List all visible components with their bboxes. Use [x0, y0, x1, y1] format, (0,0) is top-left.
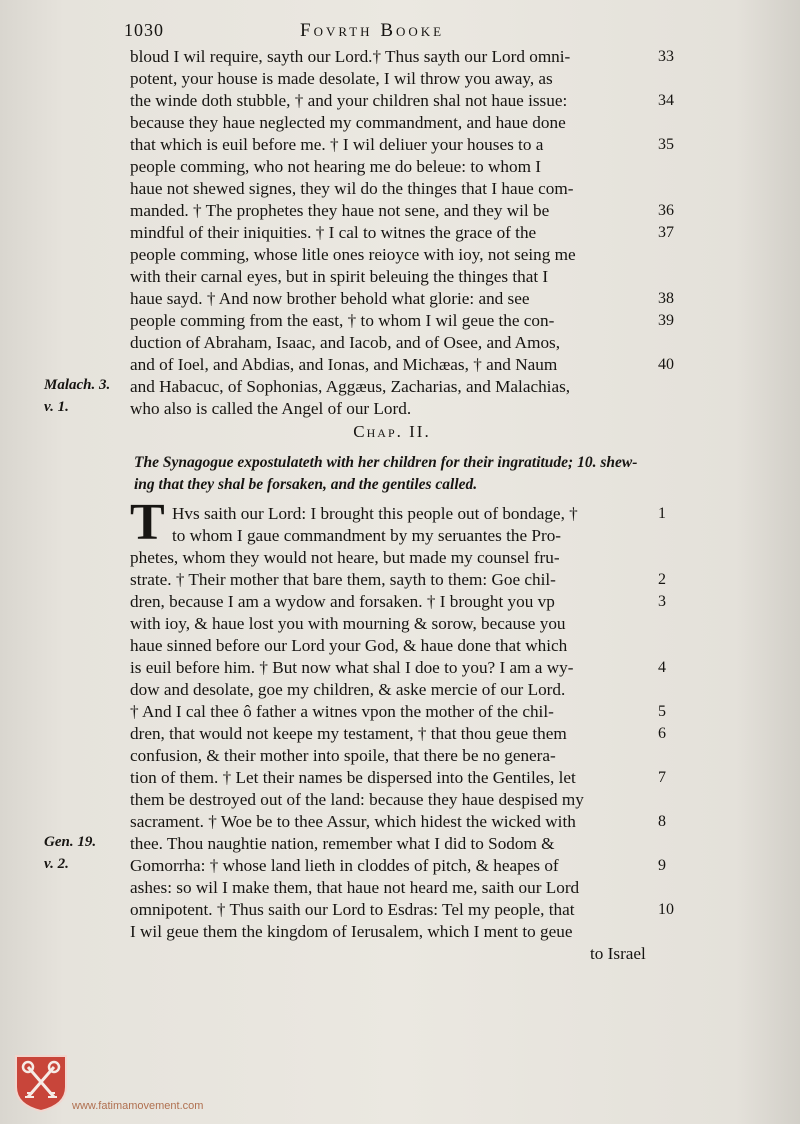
text-line: I wil geue them the kingdom of Ierusalem, which I ment to geue: [130, 922, 573, 941]
margin-reference: v. 2.: [44, 856, 69, 872]
text-line: people comming, who not hearing me do beleue: to whom I: [130, 157, 541, 176]
keys-shield-logo: [13, 1053, 69, 1113]
text-line: thee. Thou naughtie nation, remember what I did to Sodom &: [130, 834, 555, 853]
verse-number: 1: [658, 505, 666, 522]
watermark-url: www.fatimamovement.com: [72, 1100, 204, 1112]
verse-number: 4: [658, 659, 666, 676]
text-line: phetes, whom they would not heare, but made my counsel fru-: [130, 548, 560, 567]
text-line: Gomorrha: † whose land lieth in cloddes of pitch, & heapes of: [130, 856, 559, 875]
running-title: Fovrth Booke: [300, 20, 445, 41]
verse-number: 3: [658, 593, 666, 610]
text-line: the winde doth stubble, † and your children shal not haue issue:: [130, 91, 568, 110]
text-line: sacrament. † Woe be to thee Assur, which hidest the wicked with: [130, 812, 576, 831]
running-header: [120, 18, 680, 42]
verse-number: 36: [658, 202, 674, 219]
margin-reference: v. 1.: [44, 399, 69, 415]
verse-number: 2: [658, 571, 666, 588]
text-line: and of Ioel, and Abdias, and Ionas, and Michæas, † and Naum: [130, 355, 558, 374]
text-line: tion of them. † Let their names be dispersed into the Gentiles, let: [130, 768, 576, 787]
margin-reference: Gen. 19.: [44, 834, 97, 850]
verse-number: 7: [658, 769, 666, 786]
chapter-heading: Chap. II.: [353, 422, 431, 441]
text-line: duction of Abraham, Isaac, and Iacob, and of Osee, and Amos,: [130, 333, 561, 352]
text-line: who also is called the Angel of our Lord.: [130, 399, 412, 418]
text-line: because they haue neglected my commandment, and haue done: [130, 113, 566, 132]
margin-reference: Malach. 3.: [44, 377, 111, 393]
text-line: Hvs saith our Lord: I brought this people out of bondage, †: [172, 504, 578, 523]
text-line: that which is euil before me. † I wil deliuer your houses to a: [130, 135, 544, 154]
text-line: manded. † The prophetes they haue not sene, and they wil be: [130, 201, 550, 220]
text-line: ashes: so wil I make them, that haue not heard me, saith our Lord: [130, 878, 580, 897]
text-line: omnipotent. † Thus saith our Lord to Esdras: Tel my people, that: [130, 900, 575, 919]
verse-number: 9: [658, 857, 666, 874]
text-line: people comming, whose litle ones reioyce with ioy, not seing me: [130, 245, 576, 264]
text-line: dow and desolate, goe my children, & aske mercie of our Lord.: [130, 680, 566, 699]
verse-number: 33: [658, 48, 674, 65]
verse-number: 5: [658, 703, 666, 720]
text-line: people comming from the east, † to whom I wil geue the con-: [130, 311, 555, 330]
text-line: them be destroyed out of the land: because they haue despised my: [130, 790, 584, 809]
text-line: confusion, & their mother into spoile, that there be no genera-: [130, 746, 556, 765]
text-line: dren, that would not keepe my testament, † that thou geue them: [130, 724, 567, 743]
verse-number: 37: [658, 224, 674, 241]
text-line: strate. † Their mother that bare them, sayth to them: Goe chil-: [130, 570, 556, 589]
text-line: † And I cal thee ô father a witnes vpon the mother of the chil-: [130, 702, 554, 721]
text-line: is euil before him. † But now what shal I doe to you? I am a wy-: [130, 658, 574, 677]
text-line: with their carnal eyes, but in spirit beleuing the thinges that I: [130, 267, 549, 286]
verse-number: 40: [658, 356, 674, 373]
catchword: to Israel: [590, 944, 646, 963]
verse-number: 8: [658, 813, 666, 830]
verse-number: 34: [658, 92, 674, 109]
verse-number: 38: [658, 290, 674, 307]
chapter-summary-line: ing that they shal be forsaken, and the gentiles called.: [134, 476, 478, 493]
text-line: dren, because I am a wydow and forsaken. † I brought you vp: [130, 592, 555, 611]
text-line: potent, your house is made desolate, I wil throw you away, as: [130, 69, 553, 88]
text-line: bloud I wil require, sayth our Lord.† Thus sayth our Lord omni-: [130, 47, 571, 66]
text-line: mindful of their iniquities. † I cal to witnes the grace of the: [130, 223, 537, 242]
chapter-summary-line: The Synagogue expostulateth with her children for their ingratitude; 10. shew-: [134, 454, 638, 471]
page-number: 1030: [124, 20, 164, 40]
verse-number: 10: [658, 901, 674, 918]
text-line: haue sinned before our Lord your God, & haue done that which: [130, 636, 568, 655]
drop-capital: T: [130, 494, 165, 551]
text-line: haue sayd. † And now brother behold what glorie: and see: [130, 289, 530, 308]
text-line: with ioy, & haue lost you with mourning & sorow, because you: [130, 614, 566, 633]
text-line: to whom I gaue commandment by my seruantes the Pro-: [172, 526, 562, 545]
verse-number: 39: [658, 312, 674, 329]
text-line: haue not shewed signes, they wil do the thinges that I haue com-: [130, 179, 574, 198]
verse-number: 6: [658, 725, 666, 742]
text-line: and Habacuc, of Sophonias, Aggæus, Zacharias, and Malachias,: [130, 377, 571, 396]
verse-number: 35: [658, 136, 674, 153]
